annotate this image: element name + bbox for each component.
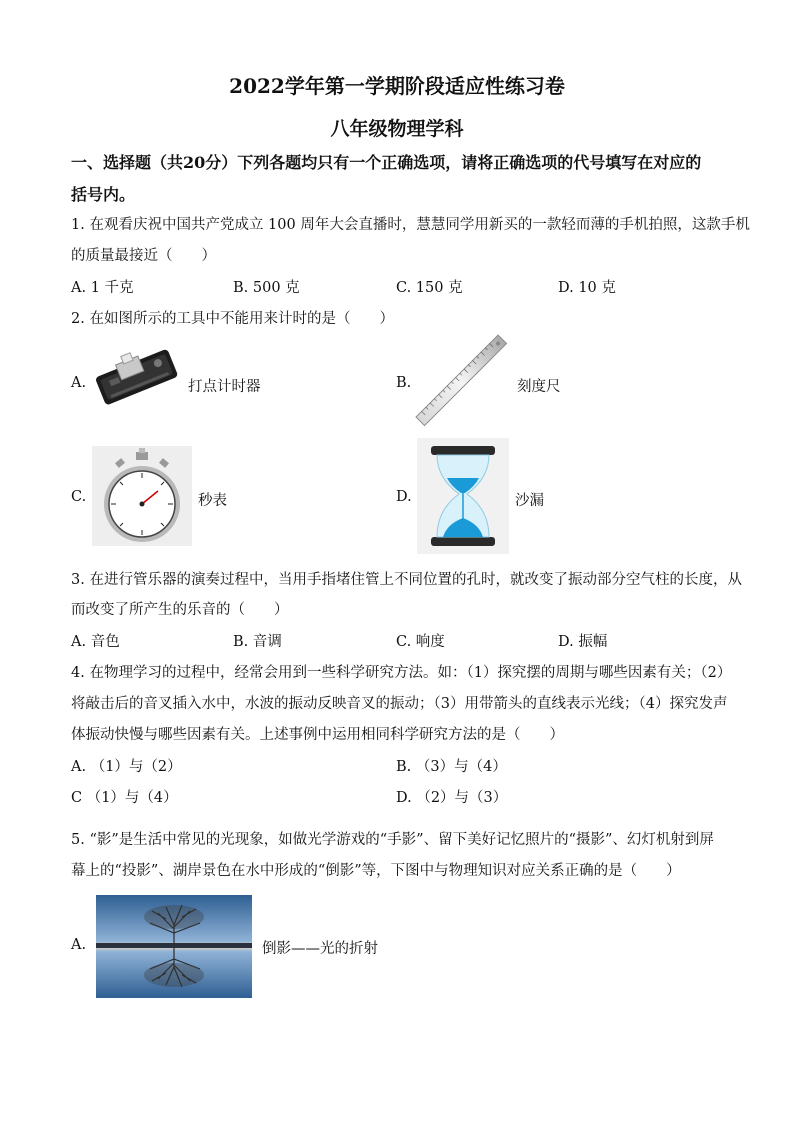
- q1-option-a: A. 1 千克: [71, 280, 134, 296]
- q2-option-a-caption: 打点计时器: [188, 379, 261, 395]
- q4-stem-line1: 4. 在物理学习的过程中，经常会用到一些科学研究方法。如：（1）探究摆的周期与哪些因素有关；（2）: [71, 665, 732, 681]
- q1-stem-line1: 1. 在观看庆祝中国共产党成立 100 周年大会直播时，慧慧同学用新买的一款轻而薄的手机拍照，这款手机: [71, 217, 750, 233]
- hourglass-icon: [417, 438, 509, 554]
- page-subtitle: 八年级物理学科: [330, 118, 464, 140]
- q3-option-d: D. 振幅: [558, 634, 608, 650]
- q1-option-d: D. 10 克: [558, 280, 616, 296]
- q5-option-a-letter: A.: [71, 937, 87, 953]
- q2-option-d-letter: D.: [396, 489, 412, 505]
- q4-stem-line2: 将敲击后的音叉插入水中，水波的振动反映音叉的振动；（3）用带箭头的直线表示光线；（4）探究发声: [71, 696, 728, 712]
- q1-option-b: B. 500 克: [233, 280, 300, 296]
- q2-option-c-caption: 秒表: [198, 493, 227, 509]
- q5-stem-line2: 幕上的“投影”、湖岸景色在水中形成的“倒影”等，下图中与物理知识对应关系正确的是（ ）: [71, 863, 681, 879]
- q4-stem-line3: 体振动快慢与哪些因素有关。上述事例中运用相同科学研究方法的是（ ）: [71, 727, 564, 743]
- q2-option-b-caption: 刻度尺: [517, 379, 561, 395]
- q5-stem-line1: 5. “影”是生活中常见的光现象，如做光学游戏的“手影”、留下美好记忆照片的“摄影”、幻灯机射到屏: [71, 832, 714, 848]
- q3-option-b: B. 音调: [233, 634, 282, 650]
- q2-option-d-caption: 沙漏: [515, 493, 544, 509]
- stopwatch-icon: [92, 446, 192, 546]
- lake-reflection-photo: [96, 895, 252, 998]
- ruler-icon: [412, 334, 512, 429]
- q4-option-b: B. （3）与（4）: [396, 759, 507, 775]
- q4-option-d: D. （2）与（3）: [396, 790, 508, 806]
- section-heading: 一、选择题（共20分）下列各题均只有一个正确选项，请将正确选项的代号填写在对应的: [71, 153, 702, 172]
- section-heading-cont: 括号内。: [71, 185, 136, 204]
- page-title: 2022学年第一学期阶段适应性练习卷: [229, 74, 565, 98]
- q1-option-c: C. 150 克: [396, 280, 463, 296]
- q4-option-c: C （1）与（4）: [71, 790, 178, 806]
- q3-stem-line2: 而改变了所产生的乐音的（ ）: [71, 602, 289, 618]
- q3-option-c: C. 响度: [396, 634, 445, 650]
- ticker-timer-icon: [92, 340, 182, 415]
- q3-option-a: A. 音色: [71, 634, 120, 650]
- q3-stem-line1: 3. 在进行管乐器的演奏过程中，当用手指堵住管上不同位置的孔时，就改变了振动部分空气柱的长度，从: [71, 572, 742, 588]
- q1-stem-line2: 的质量最接近（ ）: [71, 248, 216, 264]
- q2-stem: 2. 在如图所示的工具中不能用来计时的是（ ）: [71, 311, 394, 327]
- q5-option-a-caption: 倒影——光的折射: [262, 941, 378, 957]
- q2-option-a-letter: A.: [71, 375, 87, 391]
- q2-option-c-letter: C.: [71, 489, 87, 505]
- q4-option-a: A. （1）与（2）: [71, 759, 182, 775]
- q2-option-b-letter: B.: [396, 375, 412, 391]
